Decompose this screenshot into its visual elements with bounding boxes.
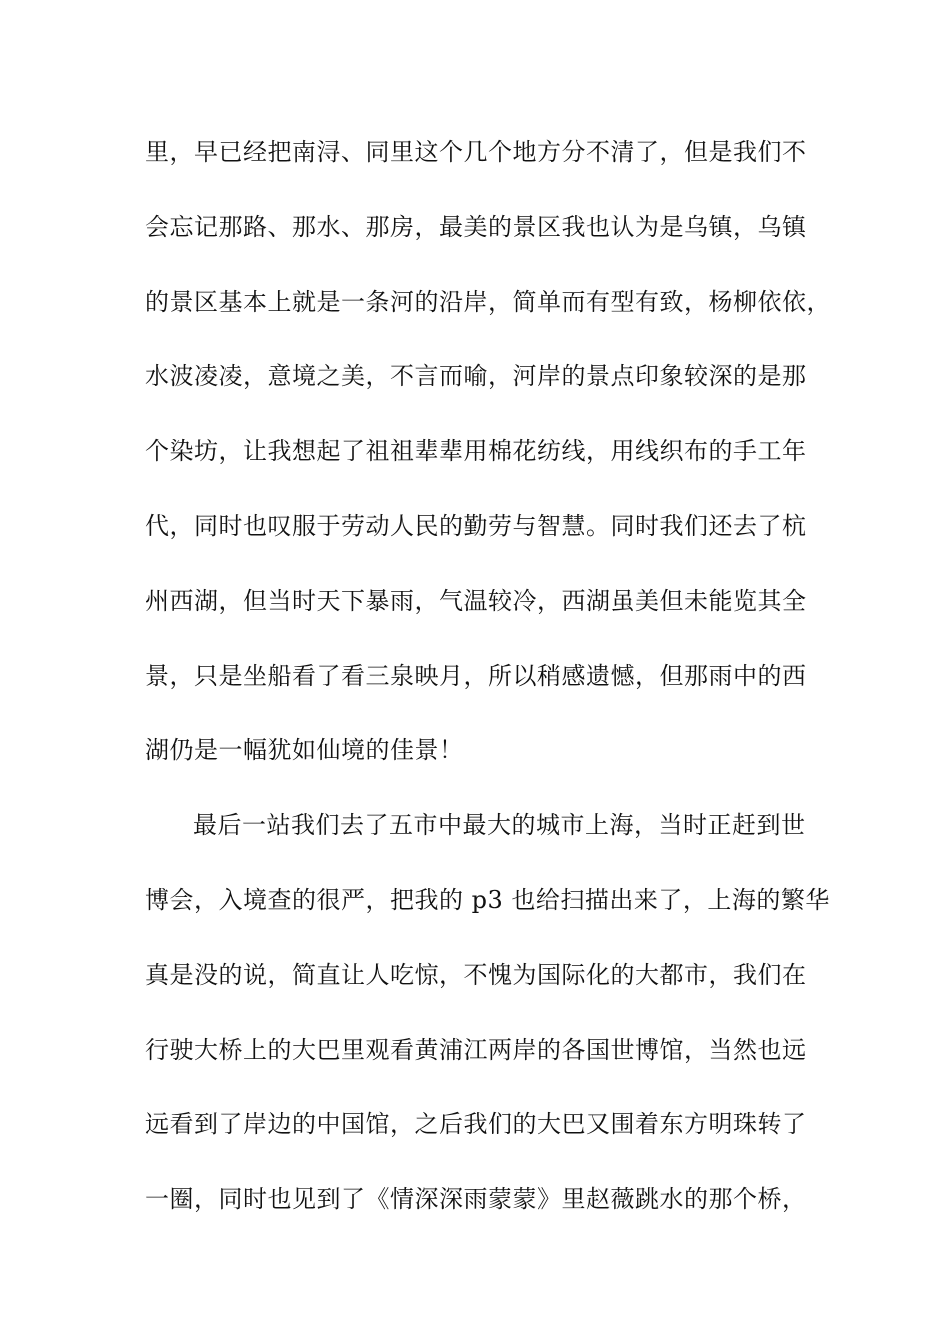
text-line: 博会，入境查的很严，把我的 p3 也给扫描出来了，上海的繁华 — [145, 885, 830, 914]
text-line: 湖仍是一幅犹如仙境的佳景！ — [145, 736, 464, 765]
text-line: 景，只是坐船看了看三泉映月，所以稍感遗憾，但那雨中的西 — [145, 661, 807, 690]
text-line: 行驶大桥上的大巴里观看黄浦江两岸的各国世博馆，当然也远 — [145, 1035, 807, 1064]
paragraph-start-line: 最后一站我们去了五市中最大的城市上海，当时正赶到世 — [193, 811, 806, 840]
text-line: 一圈，同时也见到了《情深深雨蒙蒙》里赵薇跳水的那个桥， — [145, 1185, 807, 1214]
body-text — [145, 128, 831, 1250]
text-line: 真是没的说，简直让人吃惊，不愧为国际化的大都市，我们在 — [145, 960, 807, 989]
text-line: 的景区基本上就是一条河的沿岸，简单而有型有致，杨柳依依， — [145, 287, 831, 316]
text-line: 会忘记那路、那水、那房，最美的景区我也认为是乌镇，乌镇 — [145, 212, 807, 241]
text-line: 代，同时也叹服于劳动人民的勤劳与智慧。同时我们还去了杭 — [145, 511, 807, 540]
text-line: 远看到了岸边的中国馆，之后我们的大巴又围着东方明珠转了 — [145, 1110, 807, 1139]
text-line: 水波凌凌，意境之美，不言而喻，河岸的景点印象较深的是那 — [145, 362, 807, 391]
text-line: 里，早已经把南浔、同里这个几个地方分不清了，但是我们不 — [145, 138, 807, 166]
text-line: 州西湖，但当时天下暴雨，气温较冷，西湖虽美但未能览其全 — [145, 586, 807, 615]
text-line: 个染坊，让我想起了祖祖辈辈用棉花纺线，用线织布的手工年 — [145, 437, 807, 466]
